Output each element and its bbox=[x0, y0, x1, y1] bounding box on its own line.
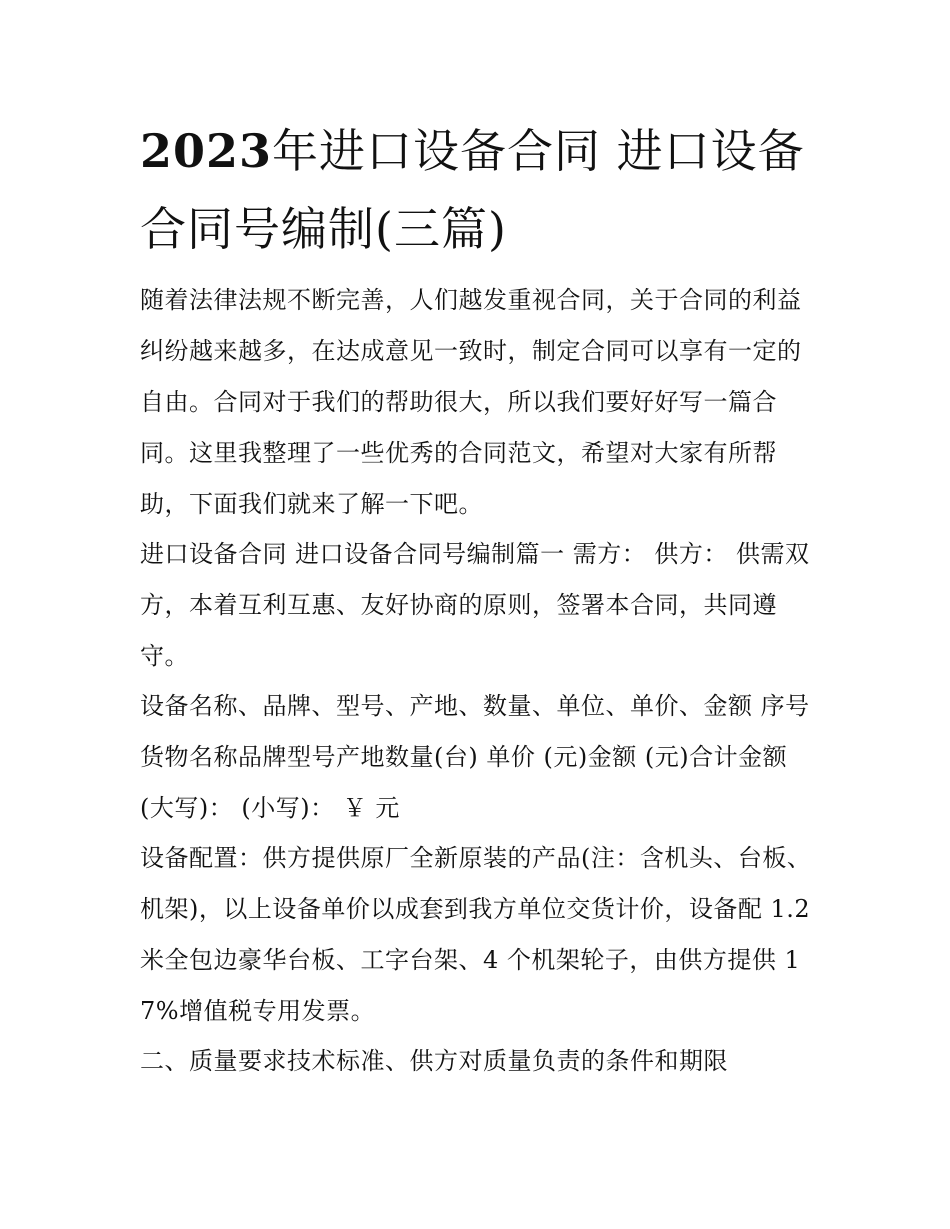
contract-parties-paragraph: 进口设备合同 进口设备合同号编制篇一 需方： 供方： 供需双方，本着互利互惠、友好协商的原则，签署本合同，共同遵守。 bbox=[140, 540, 810, 670]
title-year: 2023 bbox=[140, 124, 273, 178]
equipment-config-paragraph: 设备配置：供方提供原厂全新原装的产品(注：含机头、台板、机架)，以上设备单价以成套到我方单位交货计价，设备配 1.2 米全包边豪华台板、工字台架、4 个机架轮子，由供方提供 17%增值税专用发票。 bbox=[140, 844, 812, 1025]
section-two-heading: 二、质量要求技术标准、供方对质量负责的条件和期限 bbox=[140, 1047, 728, 1075]
document-title bbox=[140, 112, 820, 268]
title-text: 年进口设备合同 进口设备合同号编制(三篇) bbox=[140, 124, 805, 256]
intro-paragraph: 随着法律法规不断完善，人们越发重视合同，关于合同的利益纠纷越来越多，在达成意见一致时，制定合同可以享有一定的自由。合同对于我们的帮助很大，所以我们要好好写一篇合同。这里我整理了一些优秀的合同范文，希望对大家有所帮助，下面我们就来了解一下吧。 bbox=[140, 286, 802, 518]
equipment-list-paragraph: 设备名称、品牌、型号、产地、数量、单位、单价、金额 序号货物名称品牌型号产地数量(台) 单价 (元)金额 (元)合计金额(大写)： (小写)： ￥ 元 bbox=[140, 692, 810, 822]
